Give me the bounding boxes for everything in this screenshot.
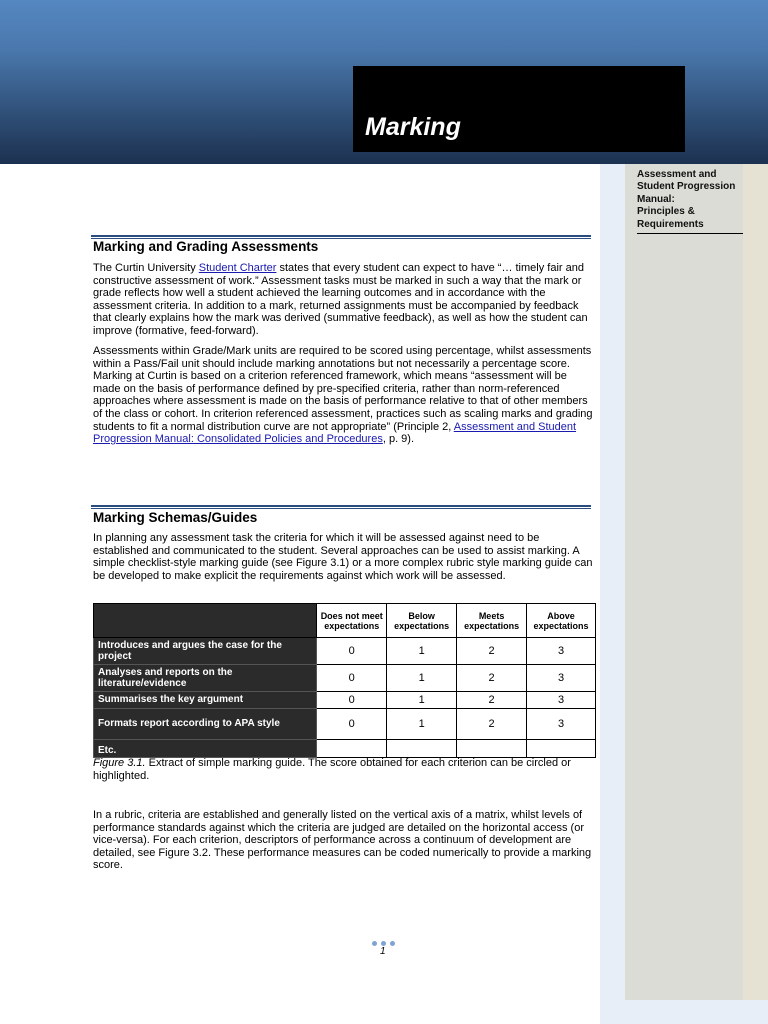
- chapter-title-box: [353, 66, 685, 152]
- manual-label-line: Student Progression: [637, 181, 736, 193]
- score-cell: 3: [527, 665, 596, 692]
- section-divider: [91, 505, 591, 509]
- paragraph-student-charter: [93, 262, 593, 338]
- column-header: Meets expectations: [457, 604, 527, 638]
- sidebar-panel: [625, 164, 743, 1000]
- figure-caption: [93, 757, 593, 782]
- chapter-title: Marking: [365, 113, 461, 141]
- score-cell: 0: [317, 709, 387, 740]
- score-cell: 0: [317, 638, 387, 665]
- score-cell: [527, 740, 596, 758]
- manual-label: [637, 169, 743, 234]
- criterion-cell: Summarises the key argument: [94, 692, 317, 709]
- score-cell: 1: [387, 665, 457, 692]
- text-run: states that every student can expect to have “… timely fair and constructive assessment of work.” Assessment tasks must be marked in such a way that the mark or grade reflects how well a student achieved the learning outcomes and in accordance with the assessment criteria. In addition to a mark, returned assignments must be accompanied by feedback that clearly explains how the mark was derived (summative feedback), as well as how the student can improve (formative, feed-forward).: [93, 262, 588, 337]
- score-cell: 2: [457, 692, 527, 709]
- column-header: Below expectations: [387, 604, 457, 638]
- dot: [390, 941, 395, 946]
- score-cell: [317, 740, 387, 758]
- manual-label-line: Assessment and: [637, 169, 717, 180]
- paragraph-rubric: In a rubric, criteria are established and generally listed on the vertical axis of a matrix, whilst levels of performance standards against which the criteria are judged are detailed on the horizontal access (or vice-versa). For each criterion, descriptors of performance across a continuum of development are detailed, see Figure 3.2. These performance measures can be coded numerically to provide a marking score.: [93, 809, 592, 872]
- table-row: [94, 740, 596, 758]
- table-header-row: [94, 604, 596, 638]
- score-cell: 3: [527, 638, 596, 665]
- page-number: 1: [380, 946, 386, 957]
- manual-policies-link[interactable]: Assessment and Student Progression Manual: Consolidated Policies and Procedures: [93, 420, 577, 446]
- manual-label-line: Manual:: [637, 193, 675, 205]
- table-row: [94, 692, 596, 709]
- score-cell: 3: [527, 709, 596, 740]
- score-cell: [387, 740, 457, 758]
- section-heading-marking-grading: Marking and Grading Assessments: [93, 239, 319, 254]
- score-cell: 1: [387, 692, 457, 709]
- score-cell: 2: [457, 638, 527, 665]
- score-cell: 0: [317, 665, 387, 692]
- manual-label-line: Principles &: [637, 206, 695, 218]
- score-cell: 2: [457, 665, 527, 692]
- criterion-cell: Formats report according to APA style: [94, 709, 317, 740]
- text-run: The Curtin University: [93, 262, 199, 274]
- table-row: [94, 709, 596, 740]
- table-row: [94, 638, 596, 665]
- criterion-cell: Introduces and argues the case for the project: [94, 638, 317, 665]
- text-run: , p. 9).: [382, 433, 415, 446]
- criterion-cell: Etc.: [94, 740, 317, 758]
- score-cell: 0: [317, 692, 387, 709]
- marking-guide-table: [93, 603, 596, 758]
- paragraph-criterion-referenced: [93, 345, 593, 446]
- text-run: Assessments within Grade/Mark units are required to be scored using percentage, whilst assessments within a Pass/Fail unit should include marking annotations but not necessarily a percentage score. Marking at Curtin is based on a criterion referenced framework, which means “assessment will be made on the basis of performance defined by pre-specified criteria, rather than norm-referenced approaches where assessment is made on the basis of performance relative to that of other members of the class or cohort. In criterion referenced assessment, practices such as scaling marks and grading students to fit a normal distribution curve are not appropriate” (Principle 2,: [93, 345, 593, 433]
- table-row: [94, 665, 596, 692]
- criterion-cell: Analyses and reports on the literature/evidence: [94, 665, 317, 692]
- page-dots-ornament: [372, 941, 402, 949]
- caption-text: Extract of simple marking guide. The score obtained for each criterion can be circled or highlighted.: [93, 757, 571, 782]
- score-cell: 1: [387, 709, 457, 740]
- column-header: Above expectations: [527, 604, 596, 638]
- figure-label: Figure 3.1.: [93, 757, 146, 769]
- table-corner-cell: [94, 604, 317, 638]
- manual-label-line: Requirements: [637, 218, 704, 230]
- column-header: Does not meet expectations: [317, 604, 387, 638]
- sidebar-edge: [743, 164, 768, 1000]
- section-heading-schemas: Marking Schemas/Guides: [93, 510, 258, 525]
- score-cell: 3: [527, 692, 596, 709]
- score-cell: 2: [457, 709, 527, 740]
- score-cell: [457, 740, 527, 758]
- student-charter-link[interactable]: Student Charter: [198, 262, 277, 274]
- paragraph-planning: In planning any assessment task the criteria for which it will be assessed against need to be established and communicated to the student. Several approaches can be used to assist marking. A simple checklist-style marking guide (see Figure 3.1) or a more complex rubric style marking guide can be developed to make explicit the requirements against which work will be assessed.: [93, 532, 593, 582]
- dot: [372, 941, 377, 946]
- score-cell: 1: [387, 638, 457, 665]
